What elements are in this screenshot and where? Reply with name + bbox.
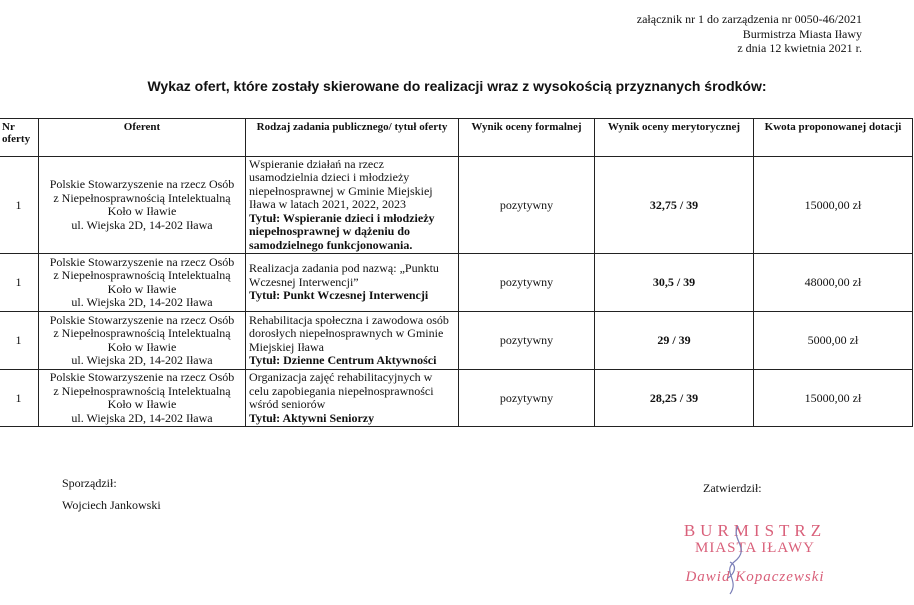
header-authority-line: Burmistrza Miasta Iławy	[742, 26, 862, 41]
task-description: Rehabilitacja społeczna i zawodowa osób dorosłych niepełnosprawnych w Gminie Miejskiej Iława	[249, 312, 449, 354]
task-cell	[246, 254, 459, 312]
offers-table	[0, 118, 913, 427]
task-cell	[246, 312, 459, 370]
column-header-merit: Wynik oceny merytorycznej	[595, 119, 754, 157]
task-cell	[246, 157, 459, 254]
offeror-cell: Polskie Stowarzyszenie na rzecz Osób z Niepełnosprawnością Intelektualną Koło w Iławie ul. Wiejska 2D, 14-202 Iława	[39, 312, 246, 370]
table-row	[0, 370, 913, 427]
stamp-title: BURMISTRZ	[683, 521, 827, 540]
task-cell	[246, 370, 459, 427]
column-header-oferent: Oferent	[39, 119, 246, 157]
offer-number: 1	[0, 157, 39, 254]
task-title: Tytuł: Aktywni Seniorzy	[249, 410, 375, 425]
prepared-by-name: Wojciech Jankowski	[62, 498, 161, 512]
column-header-nr: Nr oferty	[0, 119, 39, 157]
task-title: Tytuł: Punkt Wczesnej Interwencji	[249, 288, 429, 303]
document-title: Wykaz ofert, które zostały skierowane do realizacji wraz z wysokością przyznanych środków:	[147, 78, 767, 94]
column-header-formal: Wynik oceny formalnej	[459, 119, 595, 157]
merit-score: 28,25 / 39	[595, 370, 754, 427]
table-row	[0, 157, 913, 254]
offeror-cell: Polskie Stowarzyszenie na rzecz Osób z Niepełnosprawnością Intelektualną Koło w Iławie ul. Wiejska 2D, 14-202 Iława	[39, 254, 246, 312]
formal-result: pozytywny	[459, 370, 595, 427]
formal-result: pozytywny	[459, 254, 595, 312]
offeror-cell: Polskie Stowarzyszenie na rzecz Osób z Niepełnosprawnością Intelektualną Koło w Iławie ul. Wiejska 2D, 14-202 Iława	[39, 157, 246, 254]
header-date-line: z dnia 12 kwietnia 2021 r.	[737, 41, 862, 55]
offer-number: 1	[0, 254, 39, 312]
merit-score: 30,5 / 39	[595, 254, 754, 312]
task-description: Wspieranie działań na rzecz usamodzielnia dzieci i młodzieży niepełnosprawnej w Gminie Miejskiej Iława w latach 2021, 2022, 2023	[249, 156, 433, 212]
grant-amount: 48000,00 zł	[754, 254, 913, 312]
mayor-stamp	[660, 522, 850, 602]
approved-by-label: Zatwierdził:	[703, 481, 762, 495]
table-header-row	[0, 119, 913, 157]
stamp-signatory-name: Dawid Kopaczewski	[685, 569, 825, 585]
task-title: Tytuł: Dzienne Centrum Aktywności	[249, 353, 437, 367]
stamp-city: MIASTA IŁAWY	[694, 540, 815, 556]
formal-result: pozytywny	[459, 157, 595, 254]
formal-result: pozytywny	[459, 312, 595, 370]
grant-amount: 15000,00 zł	[754, 370, 913, 427]
column-header-amount: Kwota proponowanej dotacji	[754, 119, 913, 157]
document-header	[637, 12, 862, 56]
task-description: Realizacja zadania pod nazwą: „Punktu Wczesnej Interwencji”	[249, 261, 439, 289]
grant-amount: 15000,00 zł	[754, 157, 913, 254]
offer-number: 1	[0, 370, 39, 427]
grant-amount: 5000,00 zł	[754, 312, 913, 370]
offeror-cell: Polskie Stowarzyszenie na rzecz Osób z Niepełnosprawnością Intelektualną Koło w Iławie ul. Wiejska 2D, 14-202 Iława	[39, 370, 246, 427]
table-row	[0, 254, 913, 312]
table-row	[0, 312, 913, 370]
column-header-task: Rodzaj zadania publicznego/ tytuł oferty	[246, 119, 459, 157]
merit-score: 29 / 39	[595, 312, 754, 370]
task-description: Organizacja zajęć rehabilitacyjnych w celu zapobiegania niepełnosprawności wśród seniorów	[249, 370, 434, 411]
handwritten-signature	[660, 522, 850, 602]
prepared-by-label: Sporządził:	[62, 476, 117, 490]
task-title: Tytuł: Wspieranie dzieci i młodzieży niepełnosprawnej w dążeniu do samodzielnego funkcjonowania.	[249, 210, 435, 252]
merit-score: 32,75 / 39	[595, 157, 754, 254]
offer-number: 1	[0, 312, 39, 370]
header-annex-line: załącznik nr 1 do zarządzenia nr 0050-46/2021	[636, 12, 862, 26]
